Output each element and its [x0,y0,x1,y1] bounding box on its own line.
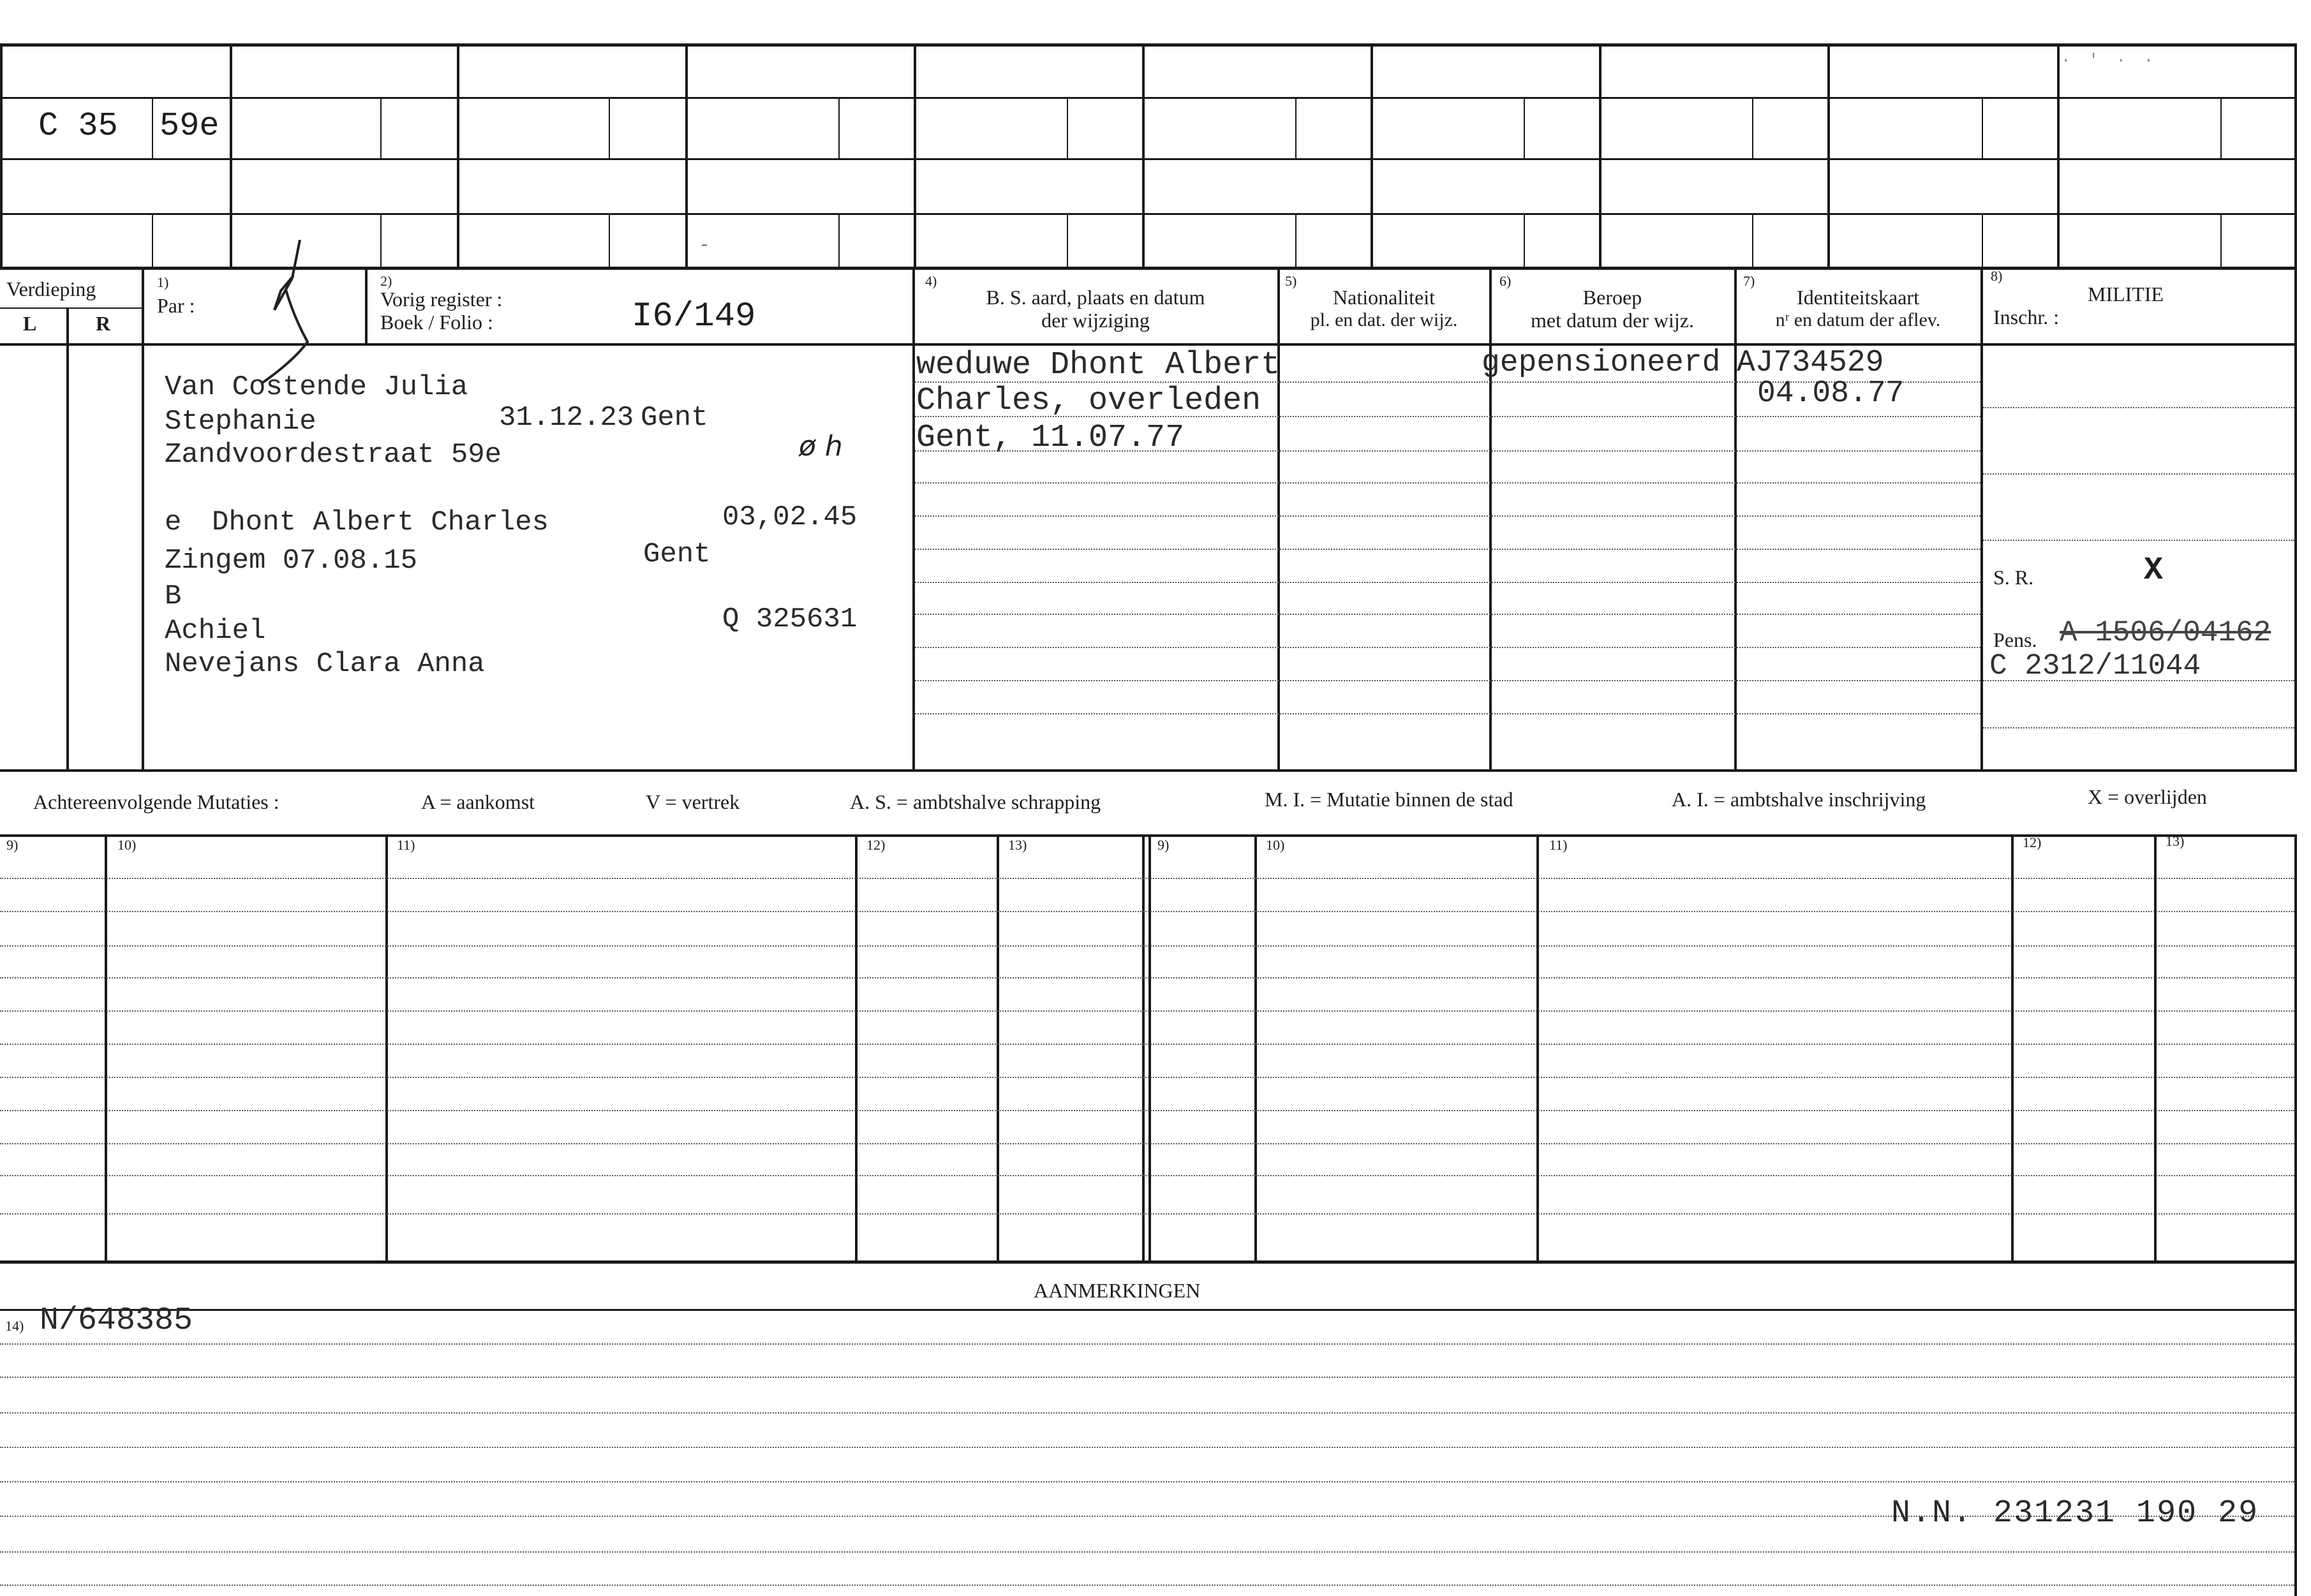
spouse-prefix: e [165,506,182,538]
bs-change-1: weduwe Dhont Albert [916,347,1281,383]
spouse-name: Dhont Albert Charles [212,506,549,538]
mother-name: Nevejans Clara Anna [165,648,485,680]
l-label: L [23,312,37,335]
beroep-header-1: Beroep [1582,286,1642,309]
mutation-col-9b: 9) [1157,837,1170,853]
remarks-num: 14) [5,1318,24,1334]
mutation-col-9: 9) [6,837,19,853]
pens-old: A 1506/04162 [2060,616,2271,649]
r-label: R [96,312,111,335]
legend-title: Achtereenvolgende Mutaties : [33,790,279,813]
person-name: Van Costende Julia [165,371,468,403]
beroep-value: gepensioneerd [1482,346,1721,380]
bs-change-2: Charles, overleden [916,383,1261,419]
top-border [0,43,2297,47]
sr-label: S. R. [1993,566,2034,589]
id-header-2: nʳ en datum der aflev. [1775,309,1941,330]
inschr-label: Inschr. : [1993,306,2060,329]
pens-new: C 2312/11044 [1989,649,2201,683]
verdieping-label: Verdieping [6,277,96,300]
col7-num: 7) [1743,273,1755,289]
line-b: B [165,580,182,612]
right-marks: · ' · · [2061,51,2158,70]
mutation-col-10: 10) [117,837,137,853]
remarks-value: N/648385 [40,1303,193,1339]
col2-num: 2) [380,273,392,289]
mutation-col-13b: 13) [2166,833,2185,849]
mutation-col-11b: 11) [1549,837,1568,853]
person-address: Zandvoordestraat 59e [165,439,502,471]
bs-change-3: Gent, 11.07.77 [916,420,1185,456]
pens-label: Pens. [1993,628,2037,651]
remarks-title: AANMERKINGEN [1034,1279,1201,1302]
q-number: Q 325631 [722,603,858,635]
nat-header-2: pl. en dat. der wijz. [1310,309,1458,330]
beroep-header-2: met datum der wijz. [1531,309,1694,332]
col5-num: 5) [1285,273,1297,289]
col8-num: 8) [1991,268,2003,284]
birth-place: Gent [641,402,708,434]
register-code: C 35 [38,107,118,145]
mutation-col-12: 12) [866,837,886,853]
vorig-register-label: Vorig register : [380,288,503,311]
col1-num: 1) [157,274,169,290]
legend-item: M. I. = Mutatie binnen de stad [1265,788,1513,811]
house-number: 59e [160,107,219,145]
mutation-col-10b: 10) [1266,837,1285,853]
mutation-col-11: 11) [397,837,415,853]
header-bottom-border [0,343,2297,346]
id-date: 04.08.77 [1757,376,1905,411]
father-name: Achiel [165,615,266,647]
par-label: Par : [157,294,195,317]
birth-date: 31.12.23 [499,402,634,434]
marriage-place: Gent [643,538,711,570]
legend-item: A. S. = ambtshalve schrapping [850,790,1101,813]
col4-num: 4) [925,273,937,289]
status-mark: ø h [799,430,843,462]
boek-folio-label: Boek / Folio : [380,311,493,334]
header-top-border [0,267,2297,270]
sr-value: X [2144,552,2164,589]
id-number: AJ734529 [1737,346,1884,380]
mutation-col-13: 13) [1008,837,1027,853]
row-mark: - [699,235,711,256]
spouse-birth: Zingem 07.08.15 [165,545,418,577]
legend-item: A. I. = ambtshalve inschrijving [1672,788,1926,811]
legend-item: V = vertrek [646,790,740,813]
person-name-2: Stephanie [165,406,316,438]
marriage-date: 03,02.45 [722,501,858,533]
bs-header-2: der wijziging [1041,309,1150,332]
boek-folio-value: I6/149 [632,297,756,336]
national-number: N.N. 231231 190 29 [1891,1495,2259,1532]
nat-header-1: Nationaliteit [1333,286,1435,309]
col6-num: 6) [1499,273,1512,289]
legend-item: A = aankomst [421,790,535,813]
militie-header: MILITIE [2088,283,2164,306]
legend-item: X = overlijden [2088,785,2207,808]
bs-header-1: B. S. aard, plaats en datum [986,286,1205,309]
par-signature [255,240,325,393]
id-header-1: Identiteitskaart [1797,286,1919,309]
mutation-col-12b: 12) [2023,834,2042,850]
